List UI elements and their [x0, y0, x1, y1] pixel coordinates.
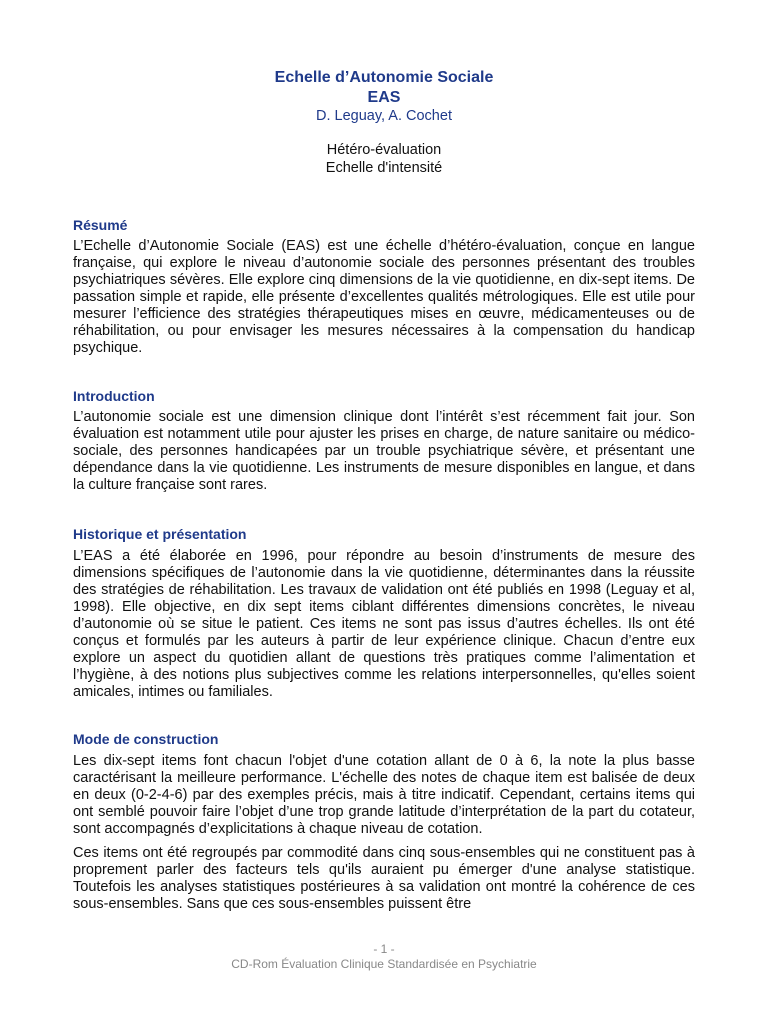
- document-title: Echelle d’Autonomie Sociale: [274, 69, 494, 86]
- footer-text: CD-Rom Évaluation Clinique Standardisée en Psychiatrie: [231, 957, 537, 971]
- section-title-resume: Résumé: [73, 217, 128, 233]
- page-number: - 1 -: [373, 942, 395, 956]
- section-paragraph-historique: L’EAS a été élaborée en 1996, pour répondre au besoin d’instruments de mesure des dimensions spécifiques de l’autonomie dans la vie quotidienne, déterminantes dans la réussite des stratégies de réhabilitation. Les travaux de validation ont été publiés en 1998 (Leguay et al, 1998). Elle objective, en dix sept items ciblant différentes dimensions concrètes, le niveau d’autonomie où se situe le patient. Ces items ne sont pas issus d’autres échelles. Ils ont été conçus et formulés par les auteurs à partir de leur expérience clinique. Chacun d’entre eux explore un aspect du quotidien allant de questions très pratiques comme l’alimentation et l’hygiène, à des notions plus subjectives comme les relations interpersonnelles, qu'elles soient amicales, intimes ou familiales.: [73, 548, 695, 700]
- section-paragraph-construction-2: Ces items ont été regroupés par commodité dans cinq sous-ensembles qui ne constituent pas à proprement parler des facteurs tels qu'ils auraient pu émerger d'une analyse statistique. Toutefois les analyses statistiques postérieures à sa validation ont montré la cohérence de ces sous-ensembles. Sans que ces sous-ensembles puissent être: [73, 845, 695, 912]
- document-authors: D. Leguay, A. Cochet: [316, 108, 452, 124]
- section-title-construction: Mode de construction: [73, 731, 219, 747]
- document-abbreviation: EAS: [367, 89, 401, 106]
- scale-type: Echelle d'intensité: [325, 160, 443, 176]
- evaluation-type: Hétéro-évaluation: [326, 142, 442, 158]
- section-paragraph-resume: L’Echelle d’Autonomie Sociale (EAS) est une échelle d’hétéro-évaluation, conçue en langue française, qui explore le niveau d’autonomie sociale des personnes présentant des troubles psychiatriques sévères. Elle explore cinq dimensions de la vie quotidienne, en dix-sept items. De passation simple et rapide, elle présente d’excellentes qualités métrologiques. Elle est utile pour mesurer l’efficience des stratégies thérapeutiques mises en œuvre, médicamenteuses ou de réhabilitation, ou pour envisager les mesures nécessaires à la compensation du handicap psychique.: [73, 238, 695, 356]
- section-paragraph-construction-1: Les dix-sept items font chacun l'objet d'une cotation allant de 0 à 6, la note la plus basse caractérisant la meilleure performance. L'échelle des notes de chaque item est balisée de deux en deux (0-2-4-6) par des exemples précis, mais à titre indicatif. Cependant, certains items qui ont semblé pouvoir faire l’objet d’une trop grande latitude d’interprétation de la part du cotateur, sont accompagnés d’explicitations à chaque niveau de cotation.: [73, 753, 695, 837]
- section-title-historique: Historique et présentation: [73, 526, 247, 542]
- section-title-introduction: Introduction: [73, 388, 155, 404]
- section-paragraph-introduction: L’autonomie sociale est une dimension clinique dont l’intérêt s’est récemment fait jour. Son évaluation est notamment utile pour ajuster les prises en charge, de nature sanitaire ou médico-sociale, des personnes handicapées par un trouble psychiatrique sévère, et présentant une dépendance dans la vie quotidienne. Les instruments de mesure disponibles en langue, et dans la culture française sont rares.: [73, 409, 695, 493]
